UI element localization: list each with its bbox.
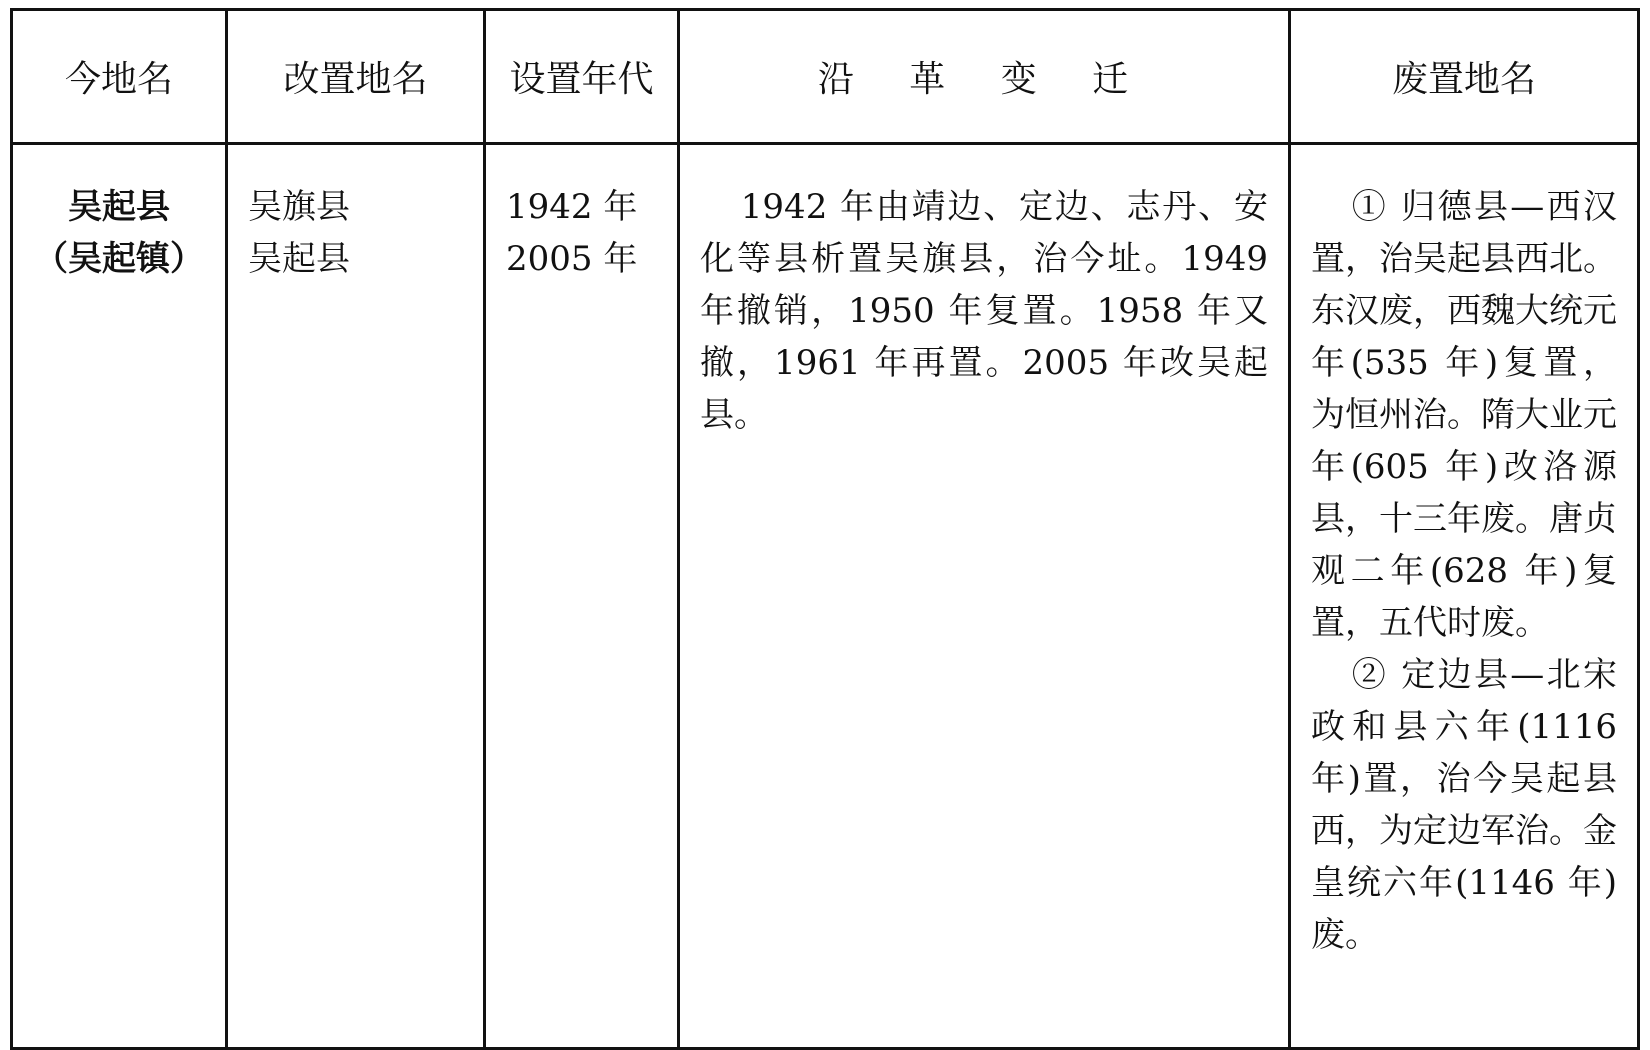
abolished-entry-1: ① 归德县—西汉置，治吴起县西北。东汉废，西魏大统元年(535 年)复置，为恒州治。隋大业元年(605 年)改洛源县，十三年废。唐贞观二年(628 年)复置，五代时废。 xyxy=(1311,187,1617,643)
changed-name-2: 吴起县 xyxy=(248,239,350,279)
cell-years xyxy=(485,144,679,1049)
place-name-history-table xyxy=(10,8,1640,1050)
cell-abolished xyxy=(1290,144,1639,1049)
cell-history xyxy=(679,144,1290,1049)
changed-name-1: 吴旗县 xyxy=(248,187,350,227)
cell-current-name xyxy=(12,144,227,1049)
header-history: 沿 革 变 迁 xyxy=(679,10,1290,144)
table-row xyxy=(12,144,1639,1049)
year-1: 1942 年 xyxy=(506,187,638,227)
header-abolished: 废置地名 xyxy=(1290,10,1639,144)
header-current-name: 今地名 xyxy=(12,10,227,144)
current-seat: （吴起镇） xyxy=(34,239,204,279)
abolished-entry-2: ② 定边县—北宋政和县六年(1116 年)置，治今吴起县西，为定边军治。金皇统六年(1146 年)废。 xyxy=(1311,655,1617,955)
header-changed-name: 改置地名 xyxy=(227,10,485,144)
history-text: 1942 年由靖边、定边、志丹、安化等县析置吴旗县，治今址。1949 年撤销，1950 年复置。1958 年又撤，1961 年再置。2005 年改吴起县。 xyxy=(700,187,1268,435)
year-2: 2005 年 xyxy=(506,239,638,279)
cell-changed-names xyxy=(227,144,485,1049)
table-header-row xyxy=(12,10,1639,144)
current-name: 吴起县 xyxy=(68,187,170,227)
header-established: 设置年代 xyxy=(485,10,679,144)
